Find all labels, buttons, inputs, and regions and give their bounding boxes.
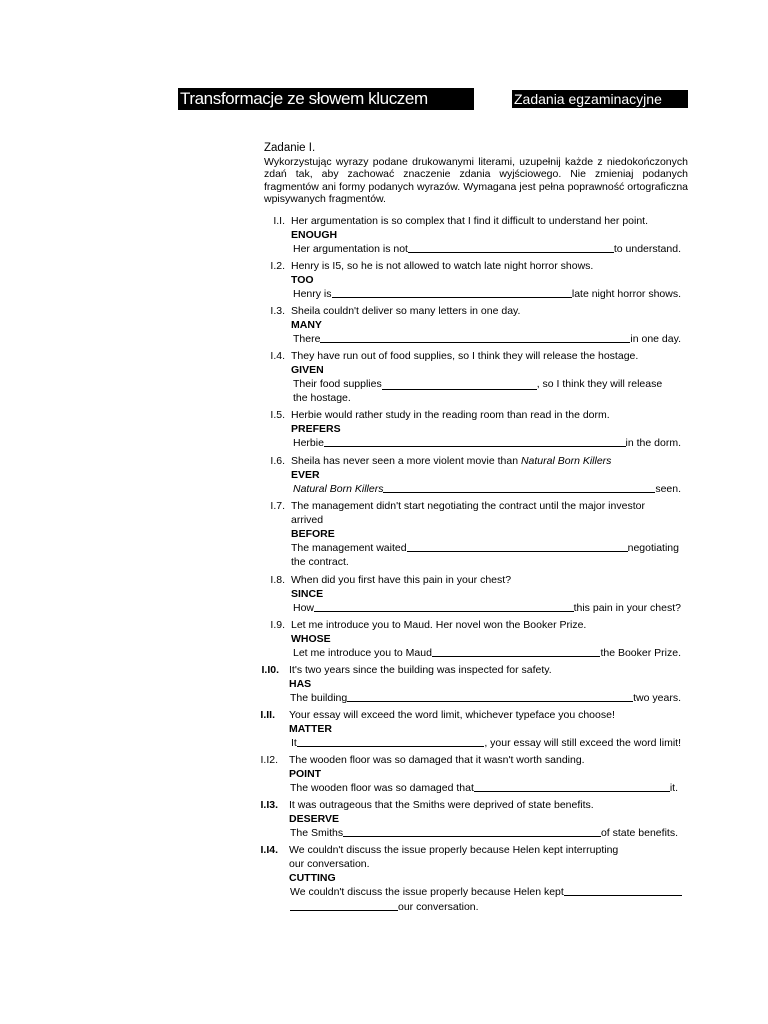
item-suffix-continued: the hostage. — [293, 392, 351, 404]
item-prefix: Natural Born Killers — [293, 483, 384, 495]
item-suffix: it. — [669, 782, 678, 794]
item-prefix: Henry is — [293, 288, 332, 300]
item-keyword: CUTTING — [289, 872, 336, 884]
answer-blank[interactable] — [432, 647, 601, 657]
page-title: Transformacje ze słowem kluczem — [178, 88, 474, 110]
item-keyword: TOO — [291, 274, 314, 286]
item-suffix: , so I think they will release — [536, 378, 663, 390]
item-number: I.3. — [270, 305, 285, 317]
item-suffix: negotiating — [627, 542, 679, 554]
item-suffix: the Booker Prize. — [600, 647, 681, 659]
item-sentence: It was outrageous that the Smiths were deprived of state benefits. — [289, 799, 594, 811]
item-number: I.I3. — [260, 799, 278, 811]
item-prefix: Let me introduce you to Maud — [293, 647, 432, 659]
answer-blank[interactable] — [324, 437, 626, 447]
item-prefix: How — [293, 602, 315, 614]
item-suffix: to understand. — [613, 243, 681, 255]
item-keyword: MANY — [291, 319, 322, 331]
item-sentence: Sheila has never seen a more violent movie than Natural Born Killers — [291, 455, 612, 467]
item-keyword: DESERVE — [289, 813, 339, 825]
item-suffix: of state benefits. — [600, 827, 678, 839]
task-instructions: Wykorzystując wyrazy podane drukowanymi literami, uzupełnij każde z niedokończonych zdań tak, aby zachować znaczenie zdania wyjściowego. Nie zmieniaj podanych fragmentów ani formy podanych wyrazów. Wymagana jest pełna poprawność ortograficzna wpisywanych fragmentów. — [264, 156, 688, 206]
answer-blank[interactable] — [332, 288, 572, 298]
item-keyword: SINCE — [291, 588, 324, 600]
item-number: I.I0. — [261, 664, 279, 676]
item-sentence-continued: arrived — [291, 514, 324, 526]
item-number: I.4. — [270, 350, 285, 362]
item-prefix: The building — [290, 692, 348, 704]
item-suffix: our conversation. — [398, 901, 479, 913]
item-sentence: Her argumentation is so complex that I find it difficult to understand her point. — [291, 215, 648, 227]
answer-blank[interactable] — [408, 243, 614, 253]
item-keyword: POINT — [289, 768, 322, 780]
item-number: I.I2. — [260, 754, 278, 766]
item-prefix: It — [291, 737, 297, 749]
item-sentence: Sheila couldn't deliver so many letters in one day. — [291, 305, 521, 317]
answer-blank[interactable] — [347, 692, 633, 702]
answer-blank[interactable] — [343, 827, 601, 837]
item-sentence: Henry is I5, so he is not allowed to watch late night horror shows. — [291, 260, 594, 272]
item-number: I.7. — [270, 500, 285, 512]
answer-blank[interactable] — [290, 901, 398, 911]
item-number: I.2. — [270, 260, 285, 272]
item-prefix: The Smiths — [290, 827, 344, 839]
item-number: I.II. — [260, 709, 275, 721]
item-number: I.I. — [273, 215, 285, 227]
task-title: Zadanie I. — [264, 142, 316, 154]
item-sentence: They have run out of food supplies, so I think they will release the hostage. — [291, 350, 639, 362]
item-keyword: WHOSE — [291, 633, 331, 645]
item-keyword: PREFERS — [291, 423, 341, 435]
answer-blank[interactable] — [382, 380, 537, 390]
item-prefix: The management waited — [291, 542, 407, 554]
item-keyword: BEFORE — [291, 528, 335, 540]
answer-blank[interactable] — [407, 542, 628, 552]
answer-blank[interactable] — [297, 737, 485, 747]
item-sentence: When did you first have this pain in your chest? — [291, 574, 512, 586]
answer-blank[interactable] — [474, 782, 670, 792]
answer-blank[interactable] — [564, 886, 682, 896]
item-number: I.6. — [270, 455, 285, 467]
item-sentence: Let me introduce you to Maud. Her novel won the Booker Prize. — [291, 619, 587, 631]
item-suffix: late night horror shows. — [571, 288, 681, 300]
item-sentence: The wooden floor was so damaged that it wasn't worth sanding. — [289, 754, 585, 766]
item-prefix: We couldn't discuss the issue properly because Helen kept — [290, 886, 564, 898]
item-suffix: in one day. — [630, 333, 681, 345]
item-sentence: Your essay will exceed the word limit, whichever typeface you choose! — [289, 709, 615, 721]
item-prefix: Their food supplies — [293, 378, 382, 390]
item-sentence: We couldn't discuss the issue properly because Helen kept interrupting — [289, 844, 619, 856]
item-suffix: , your essay will still exceed the word limit! — [484, 737, 681, 749]
item-prefix: There — [293, 333, 321, 345]
item-keyword: ENOUGH — [291, 229, 338, 241]
item-suffix: seen. — [655, 483, 681, 495]
item-sentence: Herbie would rather study in the reading room than read in the dorm. — [291, 409, 610, 421]
item-number: I.I4. — [260, 844, 278, 856]
item-suffix: this pain in your chest? — [573, 602, 681, 614]
item-keyword: GIVEN — [291, 364, 324, 376]
answer-blank[interactable] — [314, 602, 574, 612]
answer-blank[interactable] — [320, 333, 630, 343]
item-suffix: two years. — [633, 692, 681, 704]
item-suffix: in the dorm. — [625, 437, 681, 449]
item-keyword: MATTER — [289, 723, 332, 735]
page-subtitle: Zadania egzaminacyjne — [512, 90, 688, 108]
item-sentence-continued: our conversation. — [289, 858, 370, 870]
item-keyword: HAS — [289, 678, 312, 690]
item-number: I.8. — [270, 574, 285, 586]
item-sentence: The management didn't start negotiating the contract until the major investor — [291, 500, 645, 512]
item-suffix-continued: the contract. — [291, 556, 349, 568]
item-keyword: EVER — [291, 469, 320, 481]
item-prefix: Her argumentation is not — [293, 243, 408, 255]
item-number: I.9. — [270, 619, 285, 631]
item-sentence: It's two years since the building was inspected for safety. — [289, 664, 552, 676]
answer-blank[interactable] — [383, 483, 655, 493]
item-prefix: Herbie — [293, 437, 324, 449]
item-number: I.5. — [270, 409, 285, 421]
item-prefix: The wooden floor was so damaged that — [290, 782, 474, 794]
